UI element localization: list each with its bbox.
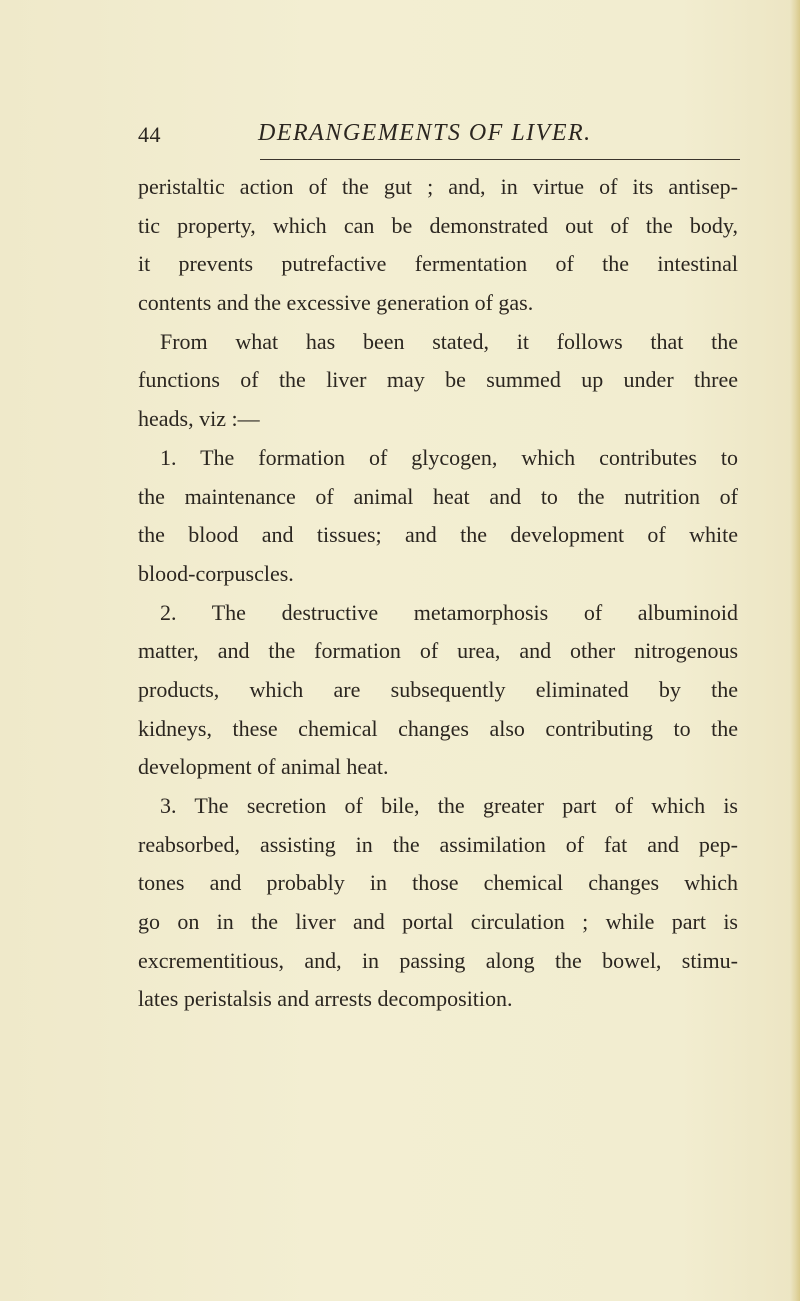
text-line: reabsorbed, assisting in the assimilation of fat and pep- (138, 831, 738, 857)
header-rule (260, 159, 740, 160)
text-line: matter, and the formation of urea, and other nitrogenous (138, 638, 738, 664)
text-line: heads, viz :— (138, 406, 260, 432)
text-line: tones and probably in those chemical changes which (138, 870, 738, 896)
running-title: DERANGEMENTS OF LIVER. (258, 120, 592, 146)
text-line: go on in the liver and portal circulation ; while part is (138, 909, 738, 935)
text-line: blood-corpuscles. (138, 560, 294, 586)
text-line: lates peristalsis and arrests decomposition. (138, 986, 513, 1012)
text-line: the blood and tissues; and the development of white (138, 522, 738, 548)
page-edge-shadow (790, 0, 800, 1301)
text-line: products, which are subsequently eliminated by the (138, 676, 738, 702)
text-line: it prevents putrefactive fermentation of the intestinal (138, 251, 738, 277)
text-line: functions of the liver may be summed up under three (138, 367, 738, 393)
page-number: 44 (138, 122, 161, 147)
text-line: contents and the excessive generation of gas. (138, 290, 534, 316)
text-line: 3. The secretion of bile, the greater part of which is (160, 793, 738, 818)
text-line: the maintenance of animal heat and to the nutrition of (138, 483, 738, 509)
text-line: 1. The formation of glycogen, which contributes to (160, 444, 738, 470)
text-line: peristaltic action of the gut ; and, in virtue of its antisep- (138, 174, 738, 199)
text-line: From what has been stated, it follows that the (160, 328, 738, 354)
text-line: kidneys, these chemical changes also contributing to the (138, 715, 738, 741)
text-line: excrementitious, and, in passing along the bowel, stimu- (138, 947, 738, 973)
text-line: 2. The destructive metamorphosis of albuminoid (160, 599, 738, 625)
text-line: tic property, which can be demonstrated out of the body, (138, 212, 738, 238)
text-line: development of animal heat. (138, 754, 389, 780)
body-text (138, 168, 738, 1019)
page-header (138, 118, 738, 148)
